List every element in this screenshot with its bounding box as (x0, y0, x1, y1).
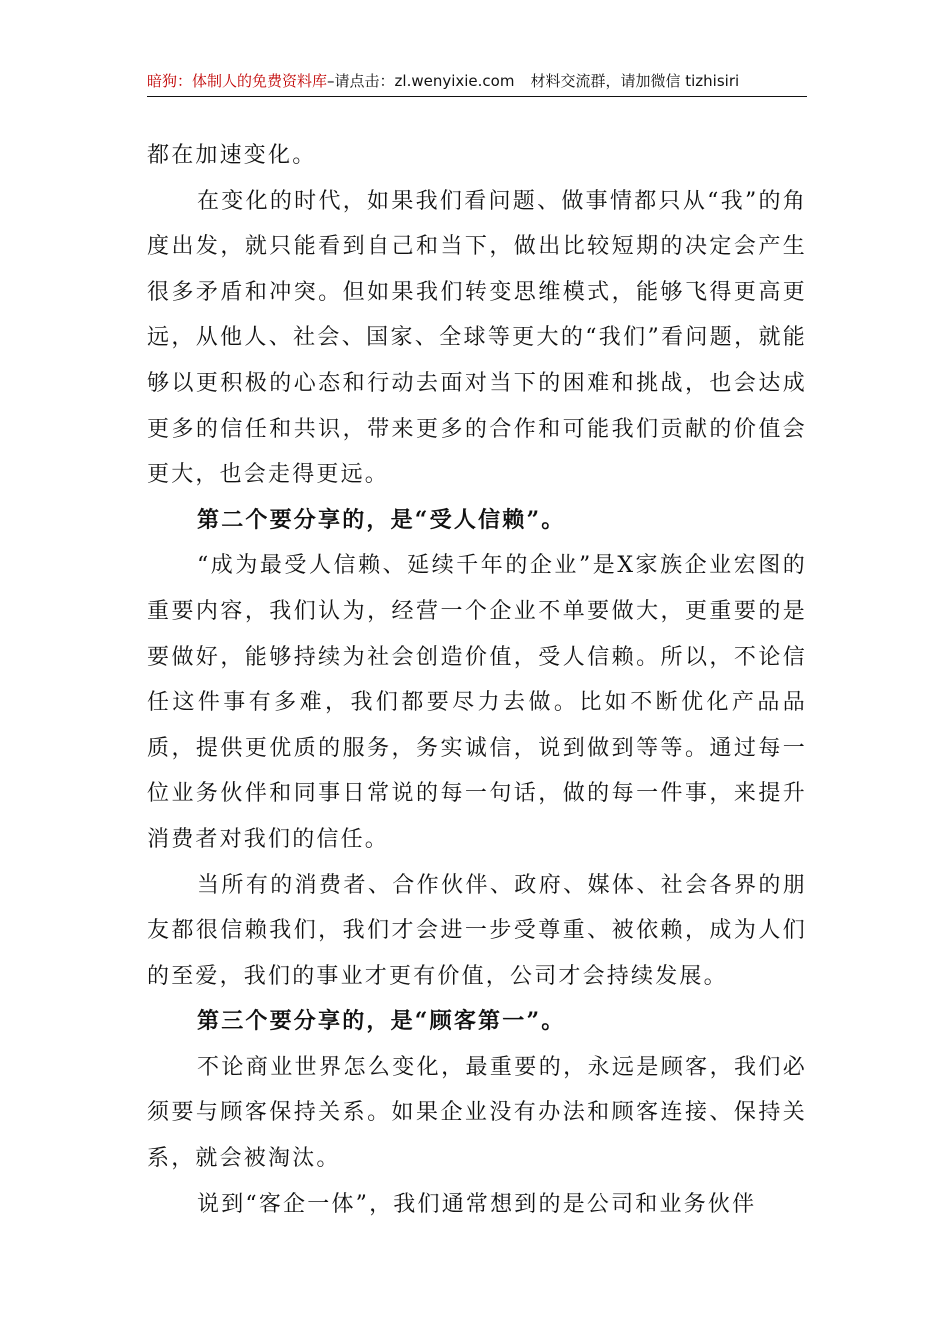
section-heading-2: 第二个要分享的，是“受人信赖”。 (197, 506, 566, 533)
paragraph-continuation: 都在加速变化。 (147, 143, 317, 168)
section-heading-3: 第三个要分享的，是“顾客第一”。 (197, 1008, 566, 1035)
header-source-label: 暗狗：体制人的免费资料库 (147, 72, 328, 90)
paragraph: 说到“客企一体”，我们通常想到的是公司和业务伙伴 (197, 1191, 757, 1217)
document-header (147, 66, 807, 96)
header-url-link[interactable]: zl.wenyixie.com (394, 72, 515, 90)
header-click-label: –请点击： (327, 72, 395, 90)
header-divider (147, 96, 807, 97)
paragraph: 在变化的时代，如果我们看问题、做事情都只从“我”的角度出发，就只能看到自己和当下，做出比较短期的决定会产生很多矛盾和冲突。但如果我们转变思维模式，能够飞得更高更远，从他人、社会、国家、全球等更大的“我们”看问题，就能够以更积极的心态和行动去面对当下的困难和挑战，也会达成更多的信任和共识，带来更多的合作和可能我们贡献的价值会更大，也会走得更远。 (147, 188, 807, 488)
paragraph: 当所有的消费者、合作伙伴、政府、媒体、社会各界的朋友都很信赖我们，我们才会进一步受尊重、被依赖，成为人们的至爱，我们的事业才更有价值，公司才会持续发展。 (147, 872, 807, 989)
paragraph: 不论商业世界怎么变化，最重要的，永远是顾客，我们必须要与顾客保持关系。如果企业没有办法和顾客连接、保持关系，就会被淘汰。 (147, 1054, 807, 1172)
paragraph: “成为最受人信赖、延续千年的企业”是X家族企业宏图的重要内容，我们认为，经营一个企业不单要做大，更重要的是要做好，能够持续为社会创造价值，受人信赖。所以，不论信任这件事有多难，我们都要尽力去做。比如不断优化产品品质，提供更优质的服务，务实诚信，说到做到等等。通过每一位业务伙伴和同事日常说的每一句话，做的每一件事，来提升消费者对我们的信任。 (147, 553, 807, 852)
document-body (147, 133, 807, 1227)
header-contact: 材料交流群，请加微信 tizhisiri (530, 72, 740, 90)
